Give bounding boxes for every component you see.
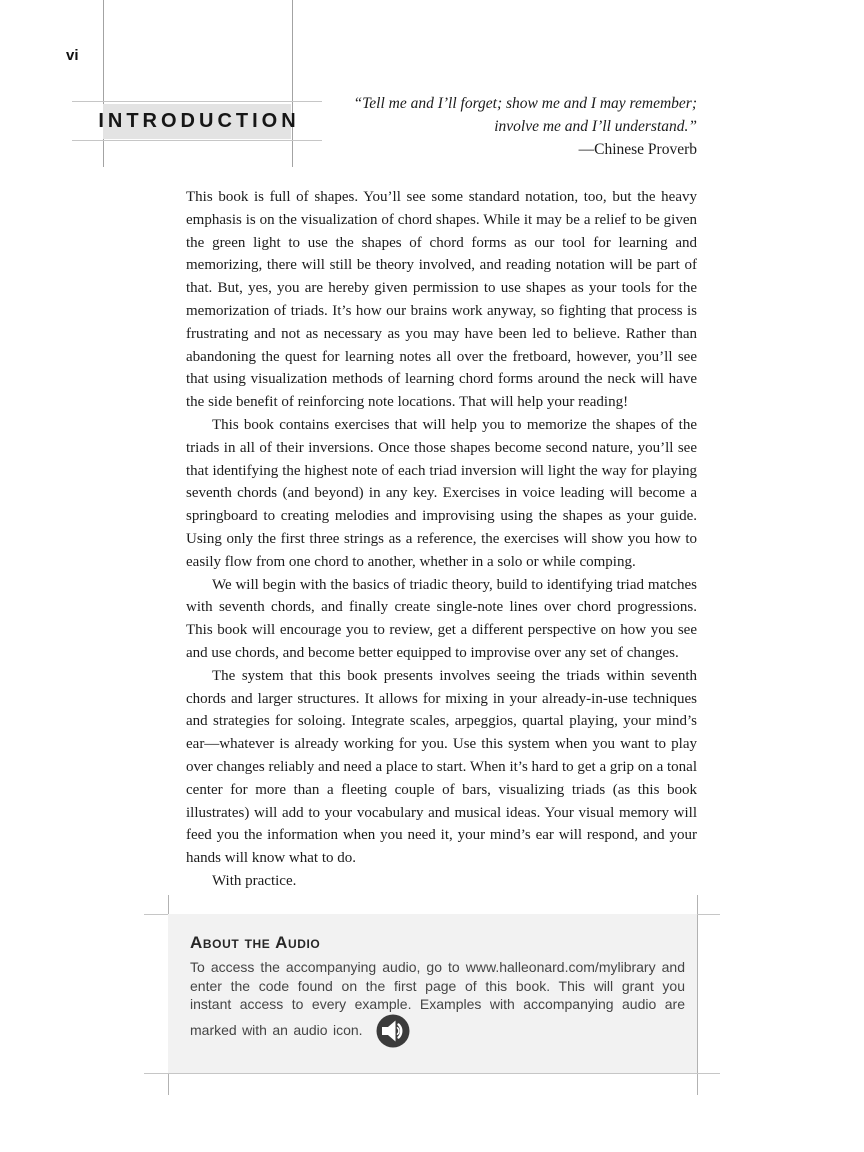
about-audio-heading: About the Audio [190,933,321,952]
paragraph-2: This book contains exercises that will help you to memorize the shapes of the triads in all of their inversions. Once those shapes become second nature, you’ll see that identifying the highest note of each triad inversion will light the way for playing seventh chords (and beyond) in any key. Exercises in voice leading will become a springboard to creating melodies and improvising using the shapes as your guide. Using only the first three strings as a reference, the exercises will show you how to easily flow from one chord to another, whether in a solo or while comping. [186,416,697,570]
audio-vertical-rule-right [697,895,698,1095]
chapter-title: INTRODUCTION [98,110,300,132]
speaker-icon [376,1014,410,1048]
paragraph-5: With practice. [212,872,297,889]
paragraph-3: We will begin with the basics of triadic theory, build to identifying triad matches with seventh chords, and finally create single-note lines over chord progressions. This book will encourage you to review, get a different perspective on how you see and use chords, and become better equipped to improvise over any set of changes. [186,576,697,661]
epigraph-line-1: “Tell me and I’ll forget; show me and I may remember; [353,95,697,112]
about-audio-text [190,958,685,1048]
header-vertical-rule-left [103,0,104,167]
header-horizontal-rule-bottom [72,140,322,141]
about-audio-section [168,914,697,1073]
body-text [186,186,697,893]
page-number: vi [66,47,79,64]
header-horizontal-rule-top [72,101,322,102]
epigraph-line-2: involve me and I’ll understand.” [494,118,697,136]
audio-horizontal-rule-bottom [144,1073,720,1074]
paragraph-4: The system that this book presents involves seeing the triads within seventh chords and larger structures. It allows for mixing in your already-in-use techniques and strategies for soloing. Integrate scales, arpeggios, quartal playing, your mind’s ear—whatever is already working for you. Use this system when you want to play over changes reliably and need a place to start. When it’s hard to get a grip on a tonal center for more than a fleeting couple of bars, visualizing triads (as this book illustrates) will add to your vocabulary and musical ideas. Your visual memory will feed you the information when you need it, your mind’s ear will respond, and your hands will know what to do. [186,667,697,867]
about-audio-text-content: To access the accompanying audio, go to www.halleonard.com/mylibrary and enter the code found on the first page of this book. This will grant you instant access to every example. Examples with accompanying audio are marked with an audio icon. [190,959,685,1038]
epigraph [330,92,697,162]
chapter-title-box [98,104,300,139]
header-vertical-rule-right [292,0,293,167]
paragraph-1: This book is full of shapes. You’ll see some standard notation, too, but the heavy emphasis is on the visualization of chord shapes. While it may be a relief to be given the green light to use the shapes of chord forms as our tool for learning and memorizing, there will still be theory involved, and reading notation will be part of that. But, yes, you are hereby given permission to use shapes as your tools for the memorization of triads. It’s how our brains work anyway, so fighting that process is frustrating and not as necessary as you may have been led to believe. Rather than abandoning the quest for learning notes all over the fretboard, however, you’ll see that using visualization methods of learning chord forms around the neck will have the side benefit of reinforcing note locations. That will help your reading! [186,189,697,411]
epigraph-attribution: —Chinese Proverb [578,141,697,159]
